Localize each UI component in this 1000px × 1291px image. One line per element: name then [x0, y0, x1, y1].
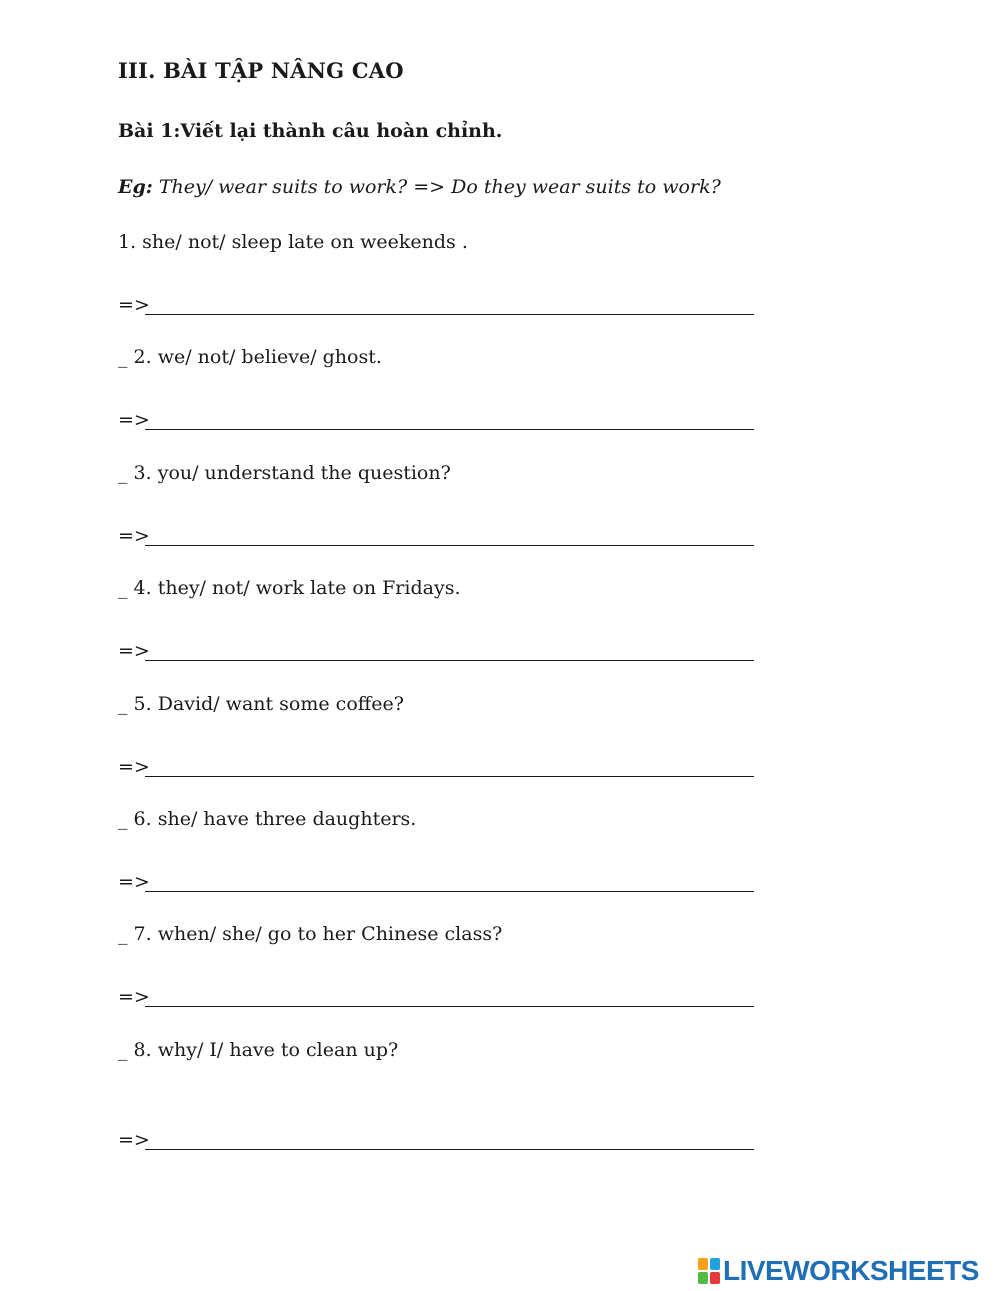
question-4: _ 4. they/ not/ work late on Fridays.: [118, 577, 461, 599]
answer-prefix: =>: [118, 525, 150, 547]
logo-text: LIVEWORKSHEETS: [723, 1255, 979, 1286]
answer-row-1[interactable]: [118, 294, 754, 320]
answer-row-5[interactable]: [118, 756, 754, 782]
question-6: _ 6. she/ have three daughters.: [118, 808, 417, 830]
question-1: 1. she/ not/ sleep late on weekends .: [118, 231, 468, 253]
answer-row-2[interactable]: [118, 409, 754, 435]
logo-mark-icon: [698, 1258, 720, 1284]
answer-blank-5[interactable]: [145, 776, 754, 777]
section-title: III. BÀI TẬP NÂNG CAO: [118, 58, 404, 83]
answer-row-4[interactable]: [118, 640, 754, 666]
answer-prefix: =>: [118, 409, 150, 431]
answer-prefix: =>: [118, 640, 150, 662]
question-2: _ 2. we/ not/ believe/ ghost.: [118, 346, 382, 368]
answer-blank-7[interactable]: [145, 1006, 754, 1007]
question-7: _ 7. when/ she/ go to her Chinese class?: [118, 923, 503, 945]
answer-row-6[interactable]: [118, 871, 754, 897]
answer-row-7[interactable]: [118, 986, 754, 1012]
answer-blank-4[interactable]: [145, 660, 754, 661]
answer-blank-2[interactable]: [145, 429, 754, 430]
answer-blank-6[interactable]: [145, 891, 754, 892]
example-label: Eg:: [118, 176, 153, 198]
example-text: They/ wear suits to work? => Do they wear suits to work?: [158, 176, 721, 198]
question-5: _ 5. David/ want some coffee?: [118, 693, 404, 715]
example-sentence: [118, 176, 721, 198]
question-8: _ 8. why/ I/ have to clean up?: [118, 1039, 399, 1061]
answer-prefix: =>: [118, 1129, 150, 1151]
answer-blank-3[interactable]: [145, 545, 754, 546]
answer-prefix: =>: [118, 756, 150, 778]
answer-prefix: =>: [118, 871, 150, 893]
answer-blank-1[interactable]: [145, 314, 754, 315]
answer-row-3[interactable]: [118, 525, 754, 551]
answer-prefix: =>: [118, 986, 150, 1008]
question-3: _ 3. you/ understand the question?: [118, 462, 451, 484]
answer-prefix: =>: [118, 294, 150, 316]
exercise-title: Bài 1:Viết lại thành câu hoàn chỉnh.: [118, 120, 503, 142]
answer-blank-8[interactable]: [145, 1149, 754, 1150]
answer-row-8[interactable]: [118, 1129, 754, 1155]
liveworksheets-logo: [698, 1256, 979, 1286]
